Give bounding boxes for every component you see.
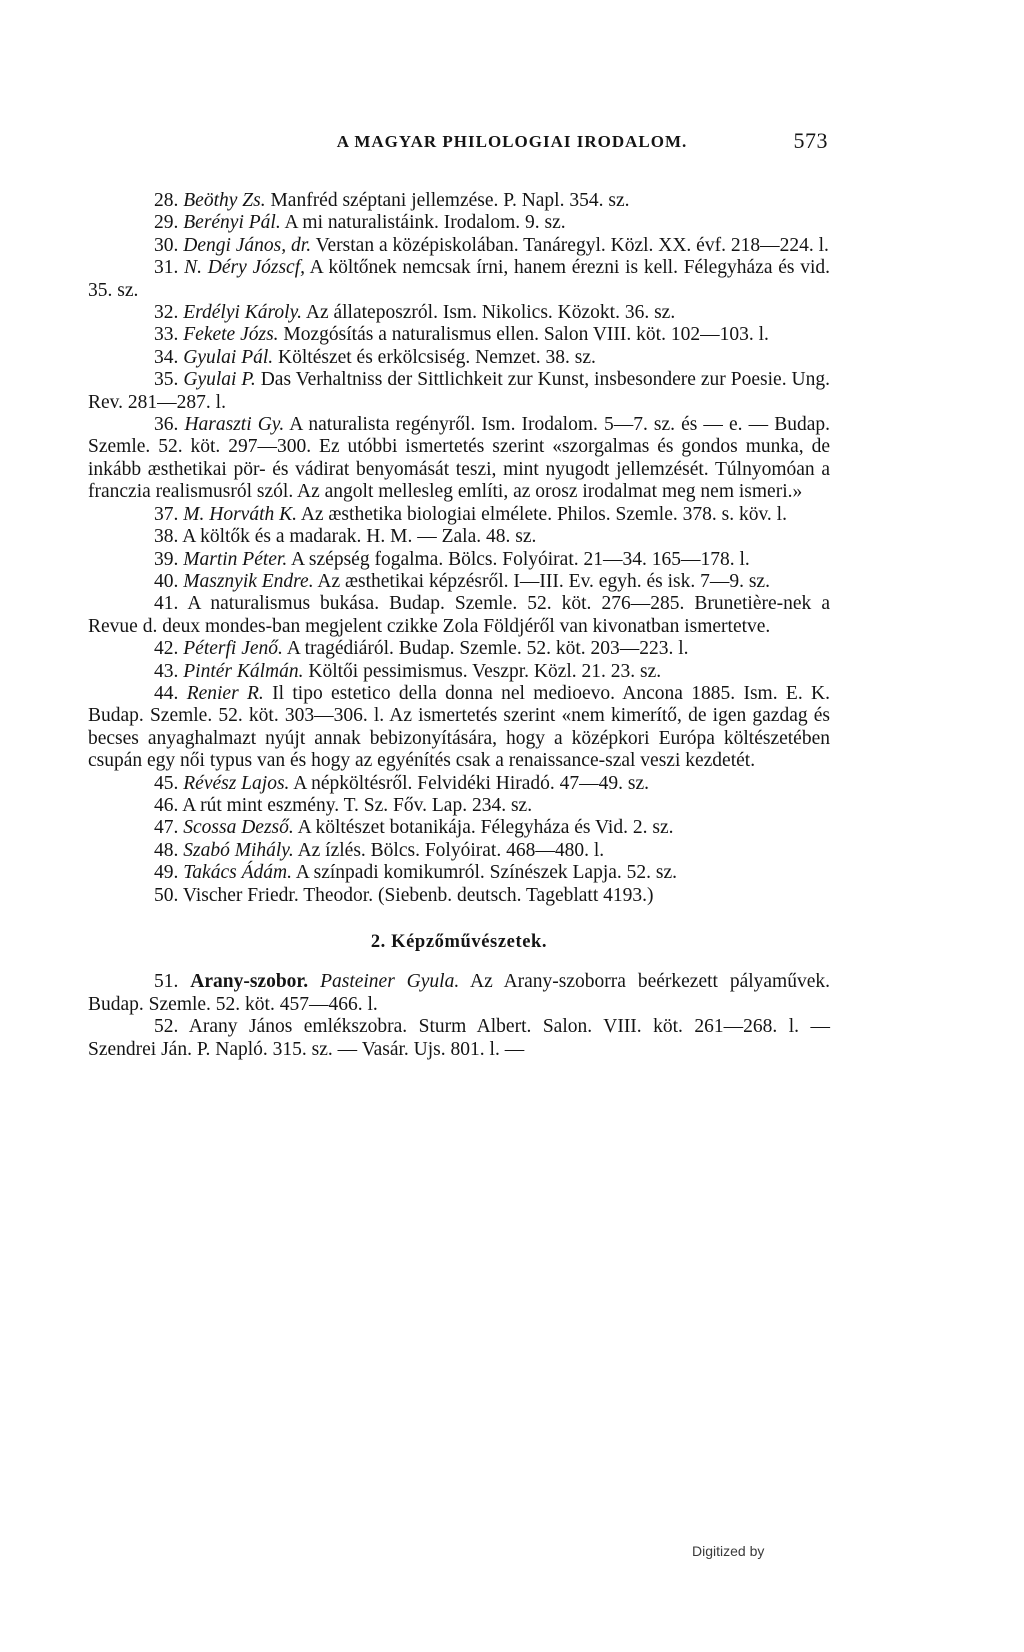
- entry-text: A tragédiáról. Budap. Szemle. 52. köt. 203—223. l.: [286, 638, 689, 660]
- entry-author: Fekete Józs.: [183, 324, 279, 346]
- bibliography-entry: [88, 526, 830, 548]
- bibliography-entry: [88, 302, 830, 324]
- bibliography-entry: [88, 190, 830, 212]
- section-heading: 2. Képzőművészetek.: [370, 932, 548, 952]
- entry-number: 39.: [154, 548, 179, 570]
- bibliography-entry: [88, 324, 830, 346]
- entry-text: Das Verhaltniss der Sittlichkeit zur Kunst, insbesondere zur Poesie. Ung. Rev. 281—287. l.: [88, 369, 831, 413]
- entry-text: Az æsthetikai képzésről. I—III. Ev. egyh. és isk. 7—9. sz.: [317, 570, 770, 592]
- entry-number: 36.: [154, 414, 179, 436]
- entry-text: Mozgósítás a naturalismus ellen. Salon VIII. köt. 102—103. l.: [283, 324, 769, 346]
- bibliography-entry: [88, 817, 830, 839]
- entry-author: Dengi János, dr.: [183, 234, 312, 256]
- bibliography-entry: [88, 347, 830, 369]
- entry-text: A naturalista regényről. Ism. Irodalom. 5—7. sz. és — e. — Budap. Szemle. 52. köt. 297—300. Ez utóbbi ismertetés szerint «szorgalmas és gondos munka, de inkább æsthetikai pör- és vádirat benyomását teszi, mint nyugodt jellemzését. Túlnyomóan a franczia realismusról szól. Az angolt mellesleg említi, az orosz irodalmat meg nem ismeri.»: [88, 414, 830, 503]
- bibliography-entry: [88, 257, 830, 302]
- entry-lead: Arany-szobor.: [190, 971, 309, 993]
- bibliography-entry: [88, 369, 830, 414]
- bibliography-entry: [88, 414, 830, 504]
- entry-number: 37.: [154, 503, 179, 525]
- bibliography-list: [88, 190, 830, 907]
- entry-number: 38.: [154, 526, 179, 548]
- bibliography-entry: [88, 504, 830, 526]
- entry-text: Arany János emlékszobra. Sturm Albert. Salon. VIII. köt. 261—268. l. — Szendrei Ján. P. Napló. 315. sz. — Vasár. Ujs. 801. l. —: [88, 1016, 830, 1060]
- bibliography-entry: [88, 212, 830, 234]
- bibliography-entry: [88, 661, 830, 683]
- entry-number: 34.: [154, 346, 179, 368]
- entry-author: Erdélyi Károly.: [183, 302, 303, 324]
- entry-number: 43.: [154, 660, 179, 682]
- entry-number: 50.: [154, 884, 179, 906]
- page-header: [0, 128, 1024, 162]
- bibliography-entry: [88, 1016, 830, 1061]
- entry-author: Scossa Dezső.: [183, 817, 294, 839]
- entry-number: 49.: [154, 862, 179, 884]
- entry-text: Költészet és erkölcsiség. Nemzet. 38. sz.: [278, 346, 596, 368]
- bibliography-entry: [88, 235, 830, 257]
- page-number: 573: [793, 128, 828, 153]
- entry-number: 40.: [154, 570, 179, 592]
- entry-text: Az állateposzról. Ism. Nikolics. Közokt. 36. sz.: [305, 302, 676, 324]
- entry-number: 47.: [154, 817, 179, 839]
- entry-number: 44.: [154, 682, 179, 704]
- entry-author: N. Déry Józscf,: [184, 257, 305, 279]
- entry-number: 42.: [154, 638, 179, 660]
- entry-number: 52.: [154, 1016, 179, 1038]
- entry-author: Pintér Kálmán.: [183, 660, 304, 682]
- entry-text: A rút mint eszmény. T. Sz. Főv. Lap. 234. sz.: [182, 794, 533, 816]
- entry-text: Az ízlés. Bölcs. Folyóirat. 468—480. l.: [297, 839, 605, 861]
- entry-number: 46.: [154, 794, 179, 816]
- entry-number: 32.: [154, 302, 179, 324]
- entry-number: 29.: [154, 212, 179, 234]
- entry-text: Vischer Friedr. Theodor. (Siebenb. deutsch. Tageblatt 4193.): [182, 884, 654, 906]
- entry-author: Renier R.: [186, 682, 264, 704]
- entry-author: Pasteiner Gyula.: [320, 971, 460, 993]
- running-title: A MAGYAR PHILOLOGIAI IRODALOM.: [336, 132, 688, 151]
- entry-text: Il tipo estetico della donna nel medioevo. Ancona 1885. Ism. E. K. Budap. Szemle. 52. köt. 303—306. l. Az ismertetés szerint «nem kimerítő, de igen gazdag és becses anyaghalmazt nyújt annak bebizonyítására, hogy a középkori Európa költészetében csupán egy női typus van és hogy az egyénítés csak a renaissance-szal veszi kezdetét.: [88, 682, 830, 772]
- entry-author: Szabó Mihály.: [183, 839, 294, 861]
- entry-number: 33.: [154, 324, 179, 346]
- entry-author: Révész Lajos.: [183, 772, 290, 794]
- entry-text: Az Arany-szoborra beérkezett pályaművek. Budap. Szemle. 52. köt. 457—466. l.: [88, 971, 830, 1015]
- entry-text: Manfréd széptani jellemzése. P. Napl. 354. sz.: [270, 190, 630, 211]
- entry-author: Péterfi Jenő.: [183, 638, 283, 660]
- entry-author: Gyulai P.: [183, 369, 256, 391]
- digitized-by-note: Digitized by: [692, 1543, 765, 1559]
- entry-author: M. Horváth K.: [183, 503, 297, 525]
- entry-author: Haraszti Gy.: [184, 414, 285, 436]
- entry-text: A mi naturalistáink. Irodalom. 9. sz.: [284, 212, 566, 234]
- entry-text: A naturalismus bukása. Budap. Szemle. 52. köt. 276—285. Brunetière-nek a Revue d. deux mondes-ban megjelent czikke Zola Földjéről van kivonatban ismertetve.: [88, 593, 830, 637]
- entry-text: A költők és a madarak. H. M. — Zala. 48. sz.: [182, 526, 537, 548]
- bibliography-entry: [88, 593, 830, 638]
- entry-author: Beöthy Zs.: [183, 190, 266, 211]
- entry-number: 51.: [154, 971, 179, 993]
- entry-text: Az æsthetika biologiai elmélete. Philos. Szemle. 378. s. köv. l.: [300, 503, 787, 525]
- bibliography-entry: [88, 862, 830, 884]
- section-list: [88, 971, 830, 1061]
- entry-author: Berényi Pál.: [183, 212, 281, 234]
- entry-text: A költészet botanikája. Félegyháza és Vid. 2. sz.: [297, 817, 674, 839]
- bibliography-entry: [88, 885, 830, 907]
- bibliography-body: [88, 190, 830, 1061]
- entry-number: 30.: [154, 234, 179, 256]
- bibliography-entry: [88, 571, 830, 593]
- entry-text: A népköltésről. Felvidéki Hiradó. 47—49. sz.: [293, 772, 650, 794]
- bibliography-entry: [88, 773, 830, 795]
- entry-author: Masznyik Endre.: [183, 570, 314, 592]
- entry-number: 41.: [154, 593, 179, 615]
- entry-number: 31.: [154, 257, 179, 279]
- entry-text: Költői pessimismus. Veszpr. Közl. 21. 23. sz.: [308, 660, 662, 682]
- bibliography-entry: [88, 549, 830, 571]
- entry-text: A szépség fogalma. Bölcs. Folyóirat. 21—34. 165—178. l.: [291, 548, 750, 570]
- entry-text: Verstan a középiskolában. Tanáregyl. Közl. XX. évf. 218—224. l.: [315, 234, 829, 256]
- bibliography-entry: [88, 683, 830, 773]
- entry-number: 45.: [154, 772, 179, 794]
- entry-number: 35.: [154, 369, 179, 391]
- entry-text: A költőnek nemcsak írni, hanem érezni is kell. Félegyháza és vid. 35. sz.: [88, 257, 830, 301]
- bibliography-entry: [88, 840, 830, 862]
- entry-number: 28.: [154, 190, 179, 211]
- entry-author: Takács Ádám.: [183, 862, 292, 884]
- entry-author: Gyulai Pál.: [183, 346, 274, 368]
- bibliography-entry: [88, 638, 830, 660]
- bibliography-entry: [88, 795, 830, 817]
- entry-number: 48.: [154, 839, 179, 861]
- entry-text: A színpadi komikumról. Színészek Lapja. 52. sz.: [295, 862, 678, 884]
- entry-author: Martin Péter.: [183, 548, 288, 570]
- bibliography-entry: [88, 971, 830, 1016]
